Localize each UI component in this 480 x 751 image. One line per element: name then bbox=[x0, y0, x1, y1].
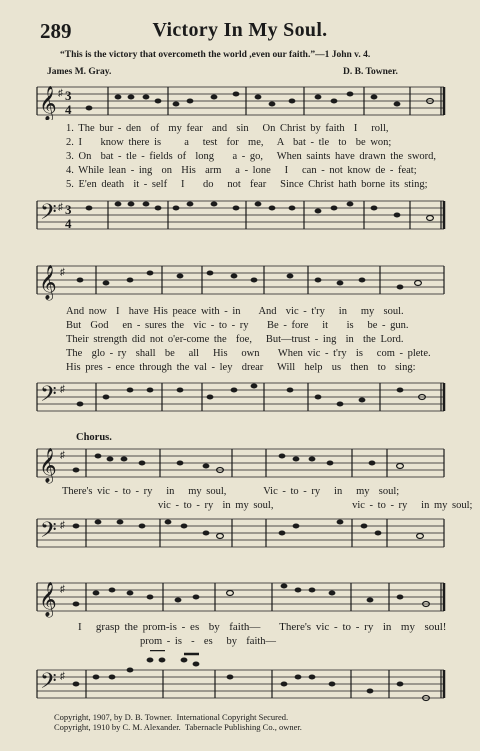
svg-text:𝄞: 𝄞 bbox=[39, 449, 57, 482]
svg-text:4: 4 bbox=[65, 216, 72, 231]
epigraph: “This is the victory that overcometh the world ,even our faith.”—1 John v. 4. bbox=[60, 50, 371, 60]
svg-text:♯: ♯ bbox=[60, 584, 65, 595]
verse-3-line-1: 3. On bat - tle - fields of long a - go, When saints have drawn the sword, bbox=[66, 151, 437, 162]
system-4-treble-staff bbox=[0, 576, 480, 621]
svg-text:♯: ♯ bbox=[60, 671, 65, 682]
svg-text:♯: ♯ bbox=[60, 384, 65, 395]
svg-text:♯: ♯ bbox=[58, 202, 63, 213]
copyright-notice bbox=[54, 712, 302, 732]
verse-5-line-1: 5. E'en death it - self I do not fear Since Christ hath borne its sting; bbox=[66, 179, 428, 190]
svg-text:♯: ♯ bbox=[60, 267, 65, 278]
chorus-line-2-treble-lyrics: I grasp the prom-is - es by faith— There's vic - to - ry in my soul! bbox=[78, 621, 447, 633]
svg-text:3: 3 bbox=[65, 88, 72, 103]
verse-5-line-2: His pres - ence through the val - ley drear Will help us then to sing: bbox=[66, 362, 416, 373]
system-2-treble-staff bbox=[0, 259, 480, 304]
system-3-bass-staff bbox=[0, 512, 480, 557]
svg-text:𝄢: 𝄢 bbox=[40, 200, 57, 229]
verse-3-line-2: Their strength did not o'er-come the foe, But—trust - ing in the Lord. bbox=[66, 334, 404, 345]
system-1-treble-staff bbox=[0, 80, 480, 120]
chorus-line-2-bass-lyrics: prom - is - es by faith— bbox=[140, 636, 277, 647]
chorus-label: Chorus. bbox=[76, 432, 112, 443]
svg-text:♯: ♯ bbox=[60, 450, 65, 461]
chorus-line-1-bass-lyrics: vic - to - ry in my soul, vic - to - ry in my soul; bbox=[158, 500, 473, 511]
svg-text:𝄢: 𝄢 bbox=[40, 382, 57, 411]
system-4-bass-staff bbox=[0, 650, 480, 708]
composer: D. B. Towner. bbox=[343, 67, 398, 77]
verse-2-line-1: 2. I know there is a test for me, A bat - tle to be won; bbox=[66, 137, 392, 148]
system-2-bass-staff bbox=[0, 376, 480, 421]
system-1-bass-staff bbox=[0, 194, 480, 239]
svg-text:♯: ♯ bbox=[58, 88, 63, 99]
hymn-number: 289 bbox=[40, 19, 72, 43]
svg-text:𝄞: 𝄞 bbox=[39, 583, 57, 616]
hymn-title: Victory In My Soul. bbox=[152, 19, 328, 41]
svg-text:𝄞: 𝄞 bbox=[39, 87, 57, 120]
chorus-line-1-treble-lyrics: There's vic - to - ry in my soul, Vic - to - ry in my soul; bbox=[62, 486, 400, 497]
svg-text:4: 4 bbox=[65, 102, 72, 117]
verse-1-line-1: 1. The bur - den of my fear and sin On Christ by faith I roll, bbox=[66, 123, 389, 134]
svg-text:𝄢: 𝄢 bbox=[40, 518, 57, 547]
author: James M. Gray. bbox=[47, 67, 112, 77]
copyright-line-1: Copyright, 1907, by D. B. Towner. International Copyright Secured. bbox=[54, 712, 289, 722]
svg-text:♯: ♯ bbox=[60, 520, 65, 531]
verse-4-line-2: The glo - ry shall be all His own When vic - t'ry is com - plete. bbox=[66, 348, 431, 359]
system-3-treble-staff bbox=[0, 442, 480, 487]
verse-2-line-2: But God en - sures the vic - to - ry Be - fore it is be - gun. bbox=[66, 320, 409, 331]
copyright-line-2: Copyright, 1910 by C. M. Alexander. Tabernacle Publishing Co., owner. bbox=[54, 722, 302, 732]
verse-1-line-2: And now I have His peace with - in And vic - t'ry in my soul. bbox=[66, 306, 404, 317]
svg-text:3: 3 bbox=[65, 202, 72, 217]
svg-text:𝄞: 𝄞 bbox=[39, 266, 57, 299]
svg-text:𝄢: 𝄢 bbox=[40, 669, 57, 698]
verse-4-line-1: 4. While lean - ing on His arm a - lone I can - not know de - feat; bbox=[66, 165, 417, 176]
